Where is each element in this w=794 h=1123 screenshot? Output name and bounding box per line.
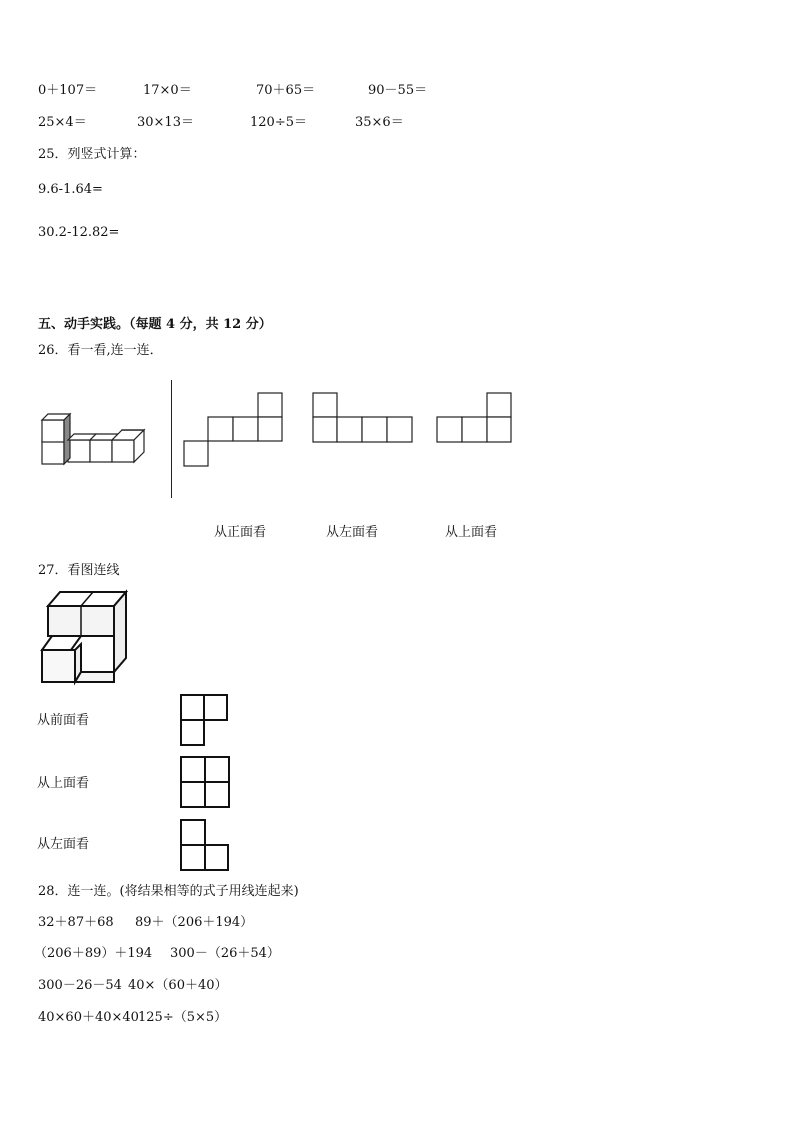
q27-view-shape-3 (180, 819, 230, 873)
q26-cube-figure (38, 412, 158, 472)
oral-calc-1-3: 70＋65＝ (256, 83, 316, 98)
q28-left-1: 32＋87＋68 (38, 915, 114, 930)
q26-divider (171, 380, 172, 498)
q28-left-2: （206＋89）＋194 (34, 946, 153, 961)
oral-calc-1-1: 0＋107＝ (38, 83, 98, 98)
oral-calc-2-3: 120÷5＝ (250, 115, 307, 130)
oral-calc-1-2: 17×0＝ (143, 83, 192, 98)
q26-label-top: 从上面看 (445, 525, 498, 540)
q28-title: 28．连一连。(将结果相等的式子用线连起来) (38, 884, 299, 899)
oral-calc-2-4: 35×6＝ (355, 115, 404, 130)
q25-title: 25．列竖式计算： (38, 147, 146, 162)
q26-view-option-2 (312, 392, 414, 444)
q26-view-option-1 (183, 392, 283, 468)
q27-view-shape-1 (180, 694, 230, 748)
oral-calc-2-1: 25×4＝ (38, 115, 87, 130)
q27-cube-figure (38, 588, 130, 686)
q25-item-2: 30.2-12.82= (38, 225, 120, 240)
q27-label-top: 从上面看 (37, 776, 90, 791)
q27-label-front: 从前面看 (37, 713, 90, 728)
q26-view-option-3 (436, 392, 514, 444)
q27-view-shape-2 (180, 756, 232, 810)
q28-right-2: 300－（26＋54） (170, 946, 280, 961)
oral-calc-2-2: 30×13＝ (137, 115, 194, 130)
oral-calc-1-4: 90－55＝ (368, 83, 428, 98)
q26-title: 26．看一看,连一连． (38, 343, 163, 358)
q25-item-1: 9.6-1.64= (38, 182, 103, 197)
q28-right-3: 40×（60＋40） (128, 978, 228, 993)
q27-label-left: 从左面看 (37, 837, 90, 852)
q26-label-left: 从左面看 (326, 525, 379, 540)
q28-right-4: 125÷（5×5） (138, 1010, 228, 1025)
q28-right-1: 89＋（206＋194） (135, 915, 254, 930)
section-5-heading: 五、动手实践。（每题 4 分，共 12 分） (38, 317, 272, 332)
q28-left-3: 300－26－54 (38, 978, 122, 993)
q28-left-4: 40×60＋40×40 (38, 1010, 139, 1025)
q27-title: 27．看图连线 (38, 563, 120, 578)
q26-label-front: 从正面看 (214, 525, 267, 540)
